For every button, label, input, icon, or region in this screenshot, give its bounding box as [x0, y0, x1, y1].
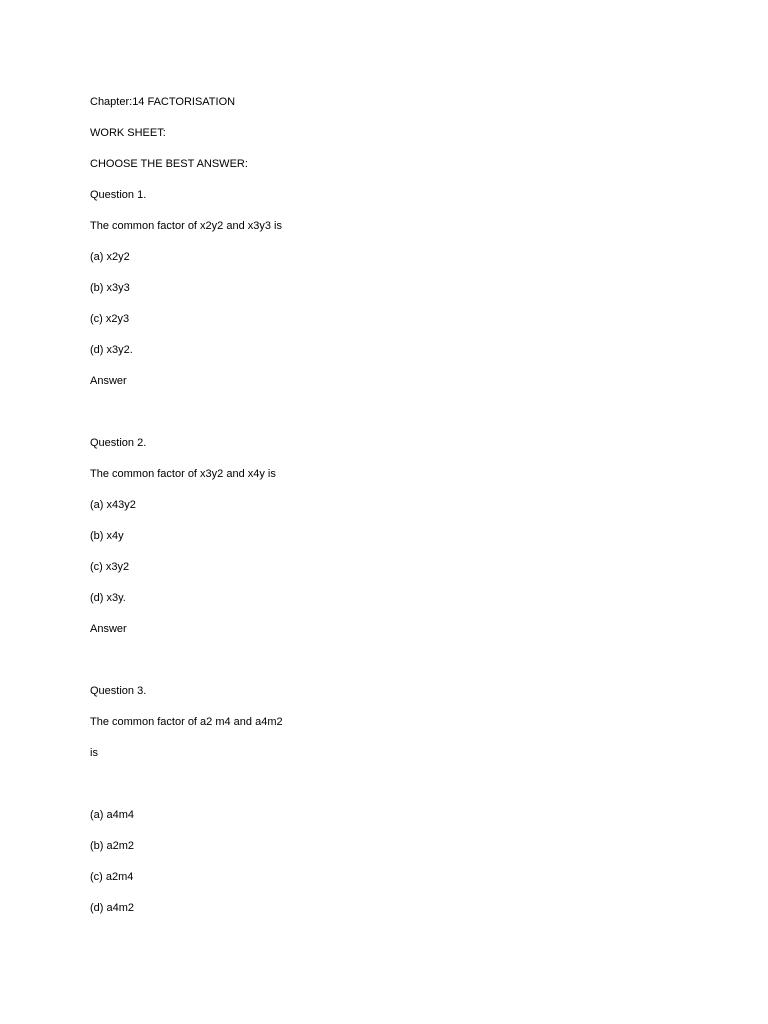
blank-line — [90, 404, 710, 435]
question-number: Question 1. — [90, 189, 147, 201]
answer-label: Answer — [90, 623, 127, 635]
document-page — [90, 94, 710, 931]
question-text: The common factor of x2y2 and x3y3 is — [90, 220, 282, 232]
option-d: (d) x3y2. — [90, 344, 133, 356]
option-b: (b) a2m2 — [90, 840, 135, 852]
question-number: Question 2. — [90, 437, 147, 449]
question-block-1 — [90, 187, 710, 435]
option-d: (d) a4m2 — [90, 902, 135, 914]
option-a: (a) x43y2 — [90, 499, 136, 511]
question-block-2 — [90, 435, 710, 683]
option-b: (b) x3y3 — [90, 282, 130, 294]
question-block-3 — [90, 683, 710, 931]
worksheet-heading: WORK SHEET: — [90, 127, 166, 139]
answer-label: Answer — [90, 375, 127, 387]
option-c: (c) a2m4 — [90, 871, 134, 883]
option-d: (d) x3y. — [90, 592, 126, 604]
option-b: (b) x4y — [90, 530, 124, 542]
instruction-text: CHOOSE THE BEST ANSWER: — [90, 158, 248, 170]
blank-line — [90, 776, 710, 807]
option-a: (a) a4m4 — [90, 809, 135, 821]
question-text: The common factor of a2 m4 and a4m2 — [90, 716, 283, 728]
question-number: Question 3. — [90, 685, 147, 697]
option-c: (c) x3y2 — [90, 561, 130, 573]
option-c: (c) x2y3 — [90, 313, 130, 325]
chapter-title: Chapter:14 FACTORISATION — [90, 96, 236, 108]
question-text: The common factor of x3y2 and x4y is — [90, 468, 276, 480]
blank-line — [90, 652, 710, 683]
question-text-continued: is — [90, 747, 98, 759]
option-a: (a) x2y2 — [90, 251, 130, 263]
